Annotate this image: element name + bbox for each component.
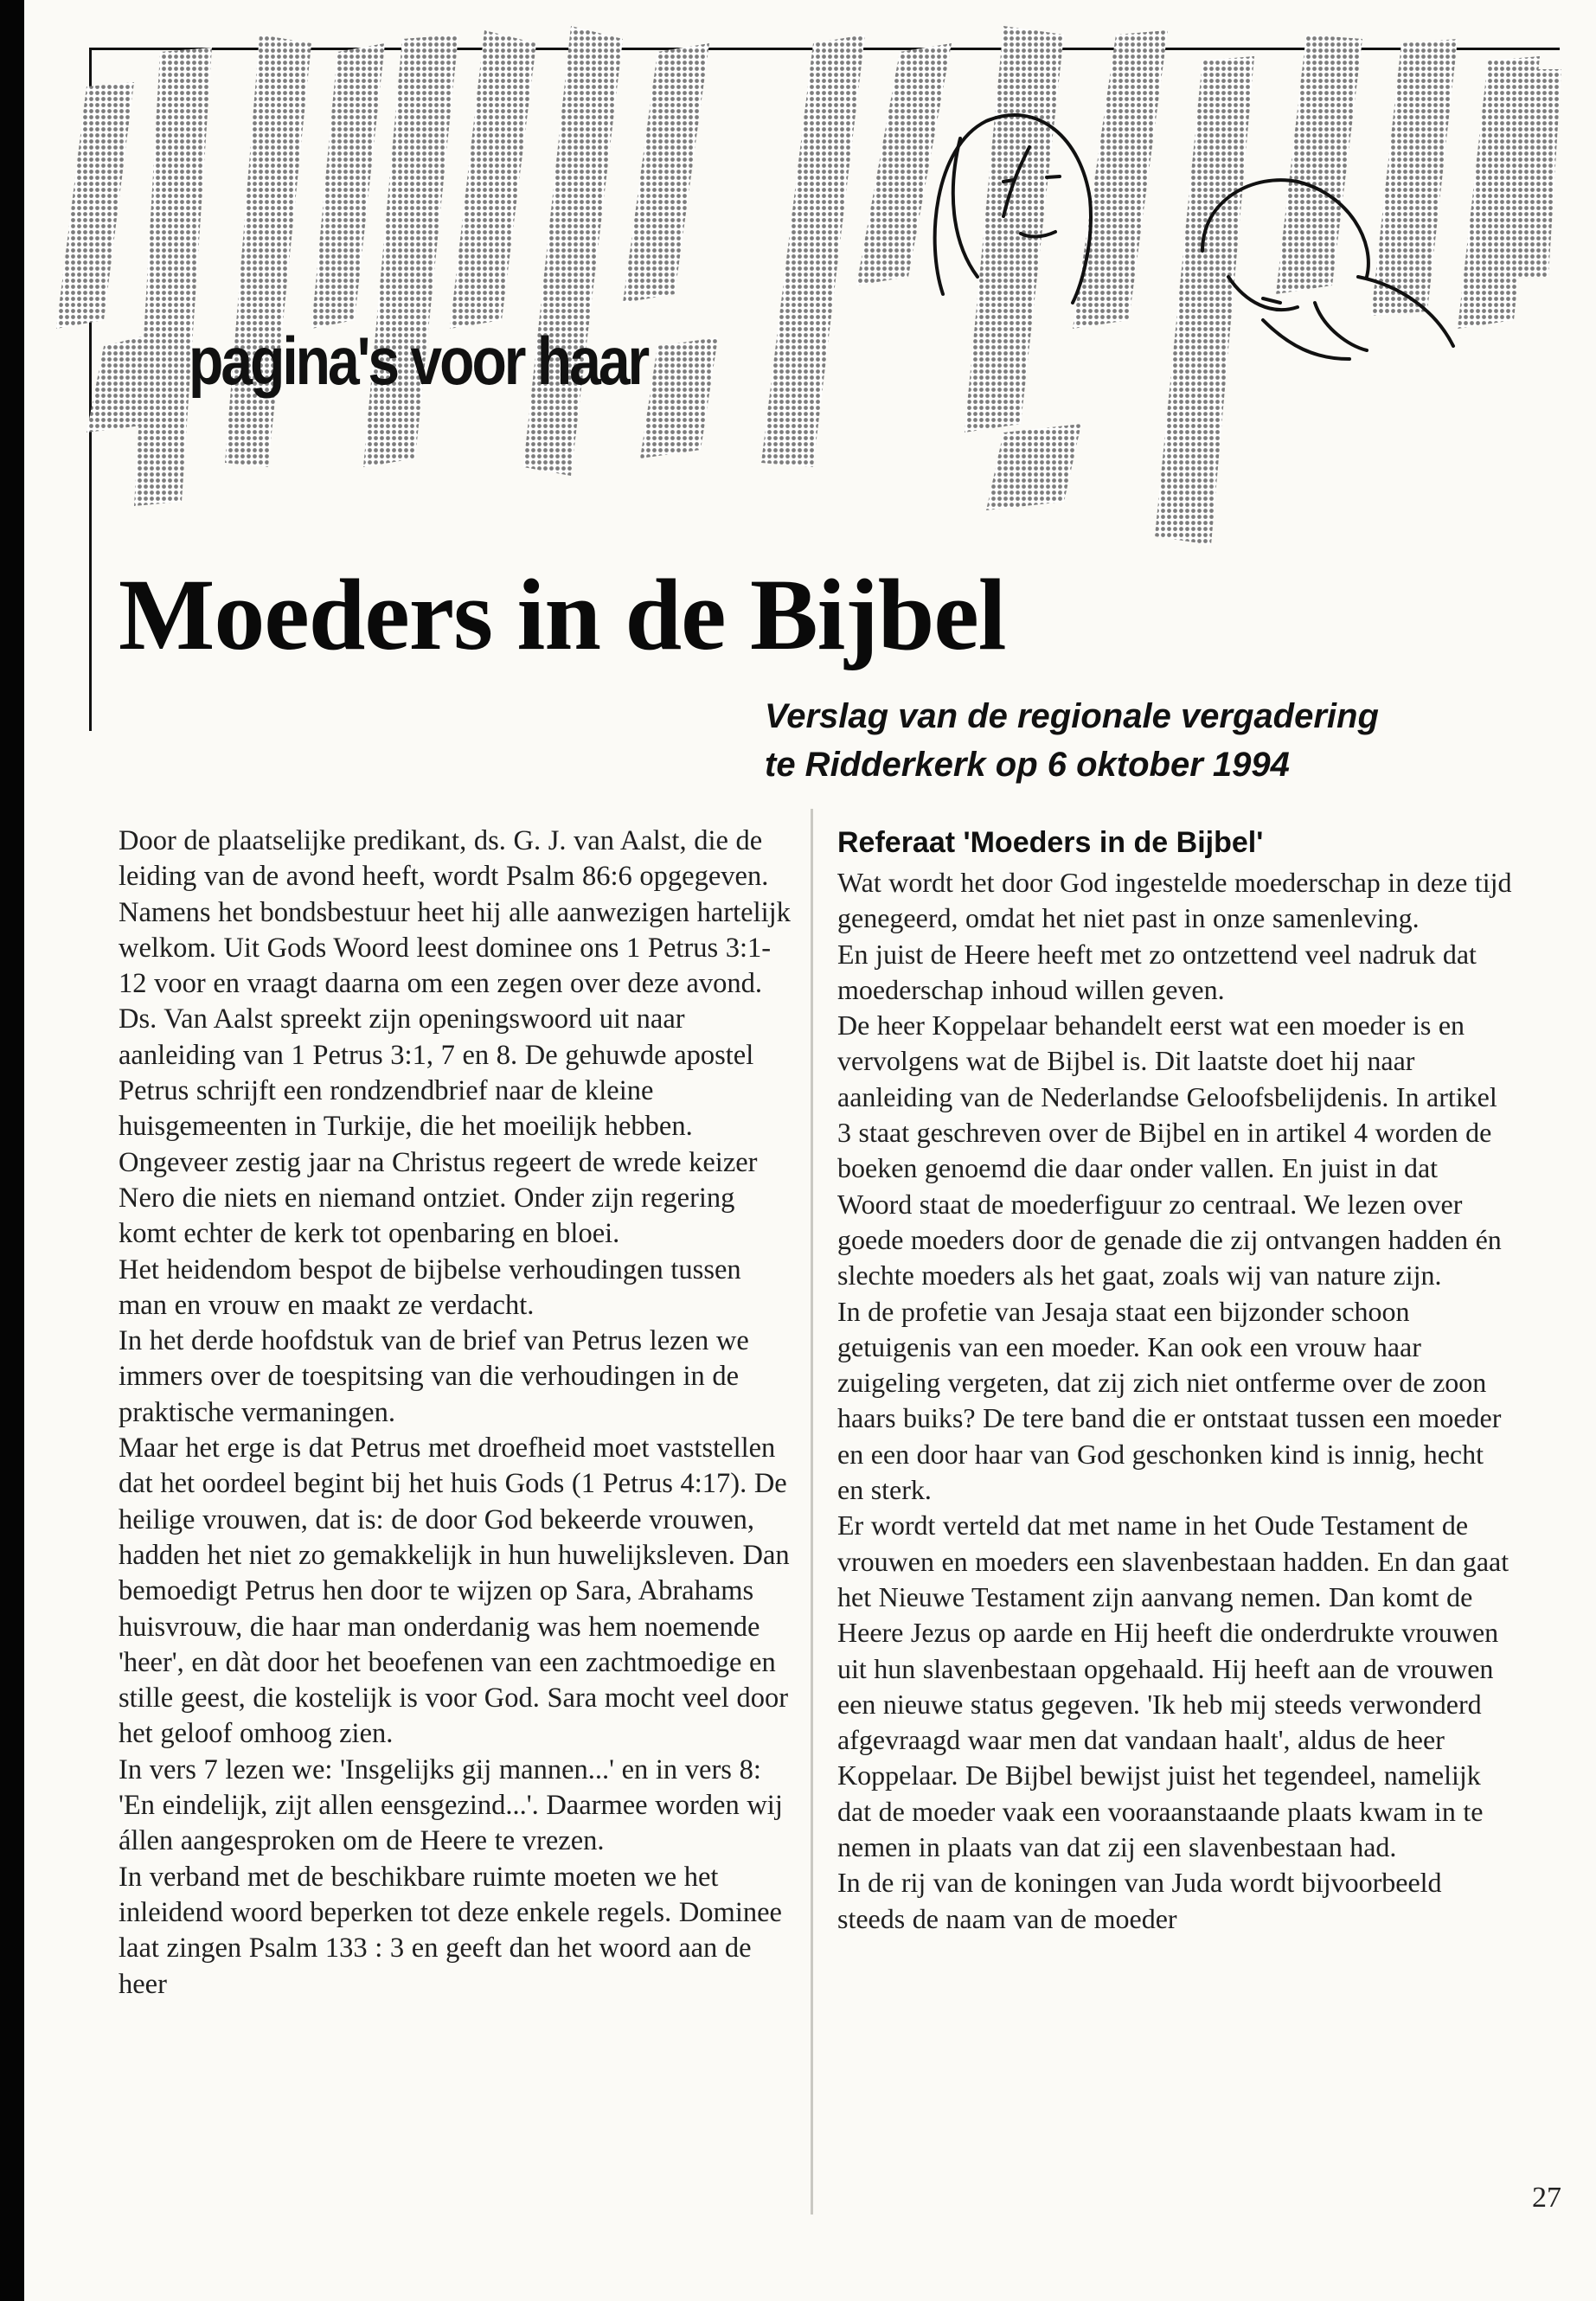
paragraph: De heer Koppelaar behandelt eerst wat een moeder is en vervolgens wat de Bijbel is. Dit laatste doet hij naar aanleiding van de Nederlandse Geloofsbelijdenis. In artikel 3 staat geschreven over de Bijbel en in artikel 4 worden de boeken genoemd die daar onder vallen. En juist in dat Woord staat de moederfiguur zo centraal. We lezen over goede moeders door de genade die zij ontvangen hadden én slechte moeders als het gaat, zoals wij van nature zijn. [837, 1009, 1502, 1292]
right-column [837, 824, 1512, 1937]
paragraph: In de rij van de koningen van Juda wordt bijvoorbeeld steeds de naam van de moeder [837, 1867, 1442, 1934]
article-title: Moeders in de Bijbel [119, 558, 1006, 671]
left-column [119, 824, 793, 2003]
paragraph: Wat wordt het door God ingestelde moederschap in deze tijd genegeerd, omdat het niet past in onze samenleving. [837, 867, 1512, 934]
section-heading: Referaat 'Moeders in de Bijbel' [837, 826, 1264, 859]
scan-page-edge [0, 0, 24, 2301]
subtitle-line-1: Verslag van de regionale vergadering [765, 697, 1379, 735]
paragraph: Het heidendom bespot de bijbelse verhoudingen tussen man en vrouw en maakt ze verdacht. [119, 1253, 741, 1321]
paragraph: In vers 7 lezen we: 'Insgelijks gij mannen...' en in vers 8: 'En eindelijk, zijt allen eensgezind...'. Daarmee worden wij állen aangesproken om de Heere te vrezen. [119, 1753, 783, 1857]
paragraph: In de profetie van Jesaja staat een bijzonder schoon getuigenis van een moeder. Kan ook een vrouw haar zuigeling vergeten, dat zij zich niet ontferme over de zoon haars buiks? De tere band die er ontstaat tussen een moeder en een door haar van God geschonken kind is innig, hecht en sterk. [837, 1295, 1502, 1506]
section-kicker: pagina's voor haar [189, 323, 648, 399]
column-divider [811, 809, 813, 2214]
page-number: 27 [1532, 2182, 1561, 2214]
paragraph: Maar het erge is dat Petrus met droefheid moet vaststellen dat het oordeel begint bij het huis Gods (1 Petrus 4:17). De heilige vrouwen, dat is: de door God bekeerde vrouwen, hadden het niet zo gemakkelijk in hun huwelijksleven. Dan bemoedigt Petrus hen door te wijzen op Sara, Abrahams huisvrouw, die haar man onderdanig was hem noemende 'heer', en dàt door het beoefenen van een zachtmoedige en stille geest, die kostelijk is voor God. Sara mocht veel door het geloof omhoog zien. [119, 1433, 790, 1750]
paragraph: Ds. Van Aalst spreekt zijn openingswoord uit naar aanleiding van 1 Petrus 3:1, 7 en 8. De gehuwde apostel Petrus schrijft een rondzendbrief naar de kleine huisgemeenten in Turkije, die het moeilijk hebben. Ongeveer zestig jaar na Christus regeert de wrede keizer Nero die niets en niemand ontziet. Onder zijn regering komt echter de kerk tot openbaring en bloei. [119, 1003, 758, 1250]
paragraph: En juist de Heere heeft met zo ontzettend veel nadruk dat moederschap inhoud willen geven. [837, 938, 1477, 1005]
paragraph: In verband met de beschikbare ruimte moeten we het inleidend woord beperken tot deze enkele regels. Dominee laat zingen Psalm 133 : 3 en geeft dan het woord aan de heer [119, 1861, 782, 2000]
paragraph: Door de plaatselijke predikant, ds. G. J. van Aalst, die de leiding van de avond heeft, wordt Psalm 86:6 opgegeven. Namens het bondsbestuur heet hij alle aanwezigen hartelijk welkom. Uit Gods Woord leest dominee ons 1 Petrus 3:1-12 voor en vraagt daarna om een zegen over deze avond. [119, 825, 791, 1000]
article-subtitle [765, 692, 1379, 789]
paragraph: In het derde hoofdstuk van de brief van Petrus lezen we immers over de toespitsing van die verhoudingen in de praktische vermaningen. [119, 1325, 749, 1428]
subtitle-line-2: te Ridderkerk op 6 oktober 1994 [765, 746, 1290, 784]
header-illustration [52, 17, 1574, 554]
paragraph: Er wordt verteld dat met name in het Oude Testament de vrouwen en moeders een slavenbestaan hadden. En dan gaat het Nieuwe Testament zijn aanvang nemen. Dan komt de Heere Jezus op aarde en Hij heeft die onderdrukte vrouwen uit hun slavenbestaan opgehaald. Hij heeft aan de vrouwen een nieuwe status gegeven. 'Ik heb mij steeds verwonderd afgevraagd waar men dat vandaan haalt', aldus de heer Koppelaar. De Bijbel bewijst juist het tegendeel, namelijk dat de moeder vaak een vooraanstaande plaats kwam in te nemen in plaats van dat zij een slavenbestaan had. [837, 1509, 1509, 1863]
halftone-brush-strokes [56, 26, 1561, 545]
